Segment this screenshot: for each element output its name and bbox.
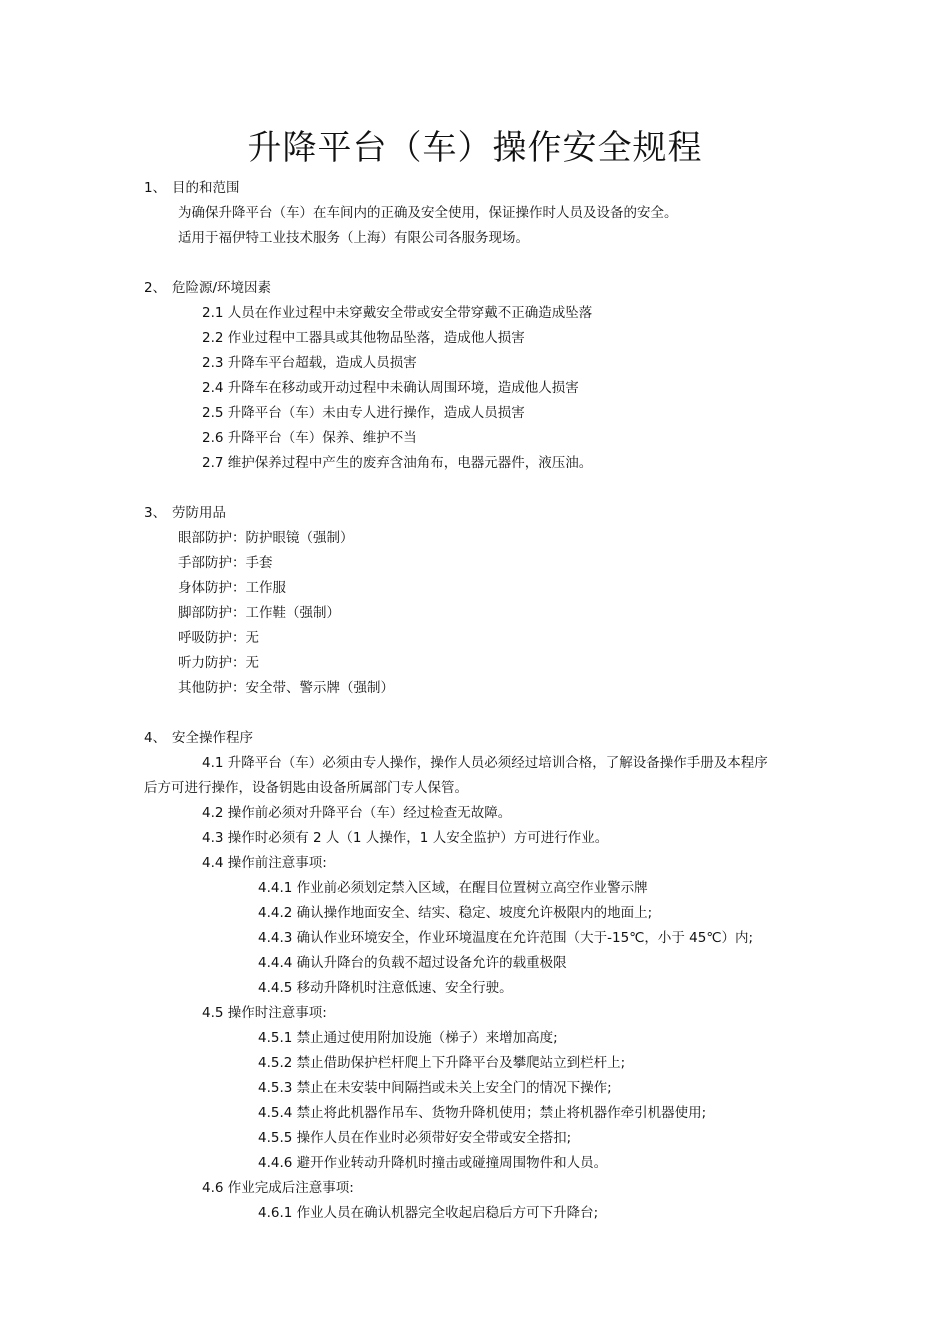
list-item: 4.5.2 禁止借助保护栏杆爬上下升降平台及攀爬站立到栏杆上; — [258, 1055, 626, 1071]
subsection-heading: 4.5 操作时注意事项: — [202, 1005, 327, 1021]
list-item: 4.5.3 禁止在未安装中间隔挡或未关上安全门的情况下操作; — [258, 1080, 612, 1096]
section-title: 安全操作程序 — [172, 730, 253, 746]
section-4-heading — [144, 726, 814, 751]
section-3-heading — [144, 501, 814, 526]
section-title: 目的和范围 — [172, 180, 240, 196]
document-body — [144, 176, 814, 1226]
section-title: 危险源/环境因素 — [172, 280, 272, 296]
list-item: 其他防护：安全带、警示牌（强制） — [178, 680, 394, 696]
section-2-heading — [144, 276, 814, 301]
section-number: 2、 — [144, 280, 167, 296]
list-item: 2.6 升降平台（车）保养、维护不当 — [202, 430, 417, 446]
section-number: 1、 — [144, 180, 167, 196]
section-number: 4、 — [144, 730, 167, 746]
list-item: 4.4.3 确认作业环境安全，作业环境温度在允许范围（大于-15℃，小于 45℃）内; — [258, 930, 754, 946]
list-item: 脚部防护：工作鞋（强制） — [178, 605, 340, 621]
list-item: 4.4.2 确认操作地面安全、结实、稳定、坡度允许极限内的地面上; — [258, 905, 653, 921]
list-item: 4.5.1 禁止通过使用附加设施（梯子）来增加高度; — [258, 1030, 558, 1046]
section-number: 3、 — [144, 505, 167, 521]
list-item: 呼吸防护：无 — [178, 630, 259, 646]
list-item: 4.5.4 禁止将此机器作吊车、货物升降机使用；禁止将机器作牵引机器使用; — [258, 1105, 707, 1121]
list-item: 4.6.1 作业人员在确认机器完全收起启稳后方可下升降台; — [258, 1205, 599, 1221]
paragraph: 为确保升降平台（车）在车间内的正确及安全使用，保证操作时人员及设备的安全。 — [178, 205, 678, 221]
list-item: 眼部防护：防护眼镜（强制） — [178, 530, 354, 546]
spacer — [144, 251, 814, 276]
list-item: 4.4.5 移动升降机时注意低速、安全行驶。 — [258, 980, 513, 996]
list-item: 身体防护：工作服 — [178, 580, 286, 596]
section-1-heading — [144, 176, 814, 201]
subsection-heading: 4.4 操作前注意事项: — [202, 855, 327, 871]
list-item: 4.4.6 避开作业转动升降机时撞击或碰撞周围物件和人员。 — [258, 1155, 608, 1171]
spacer — [144, 476, 814, 501]
list-item: 2.4 升降车在移动或开动过程中未确认周围环境，造成他人损害 — [202, 380, 579, 396]
list-item: 4.5.5 操作人员在作业时必须带好安全带或安全搭扣; — [258, 1130, 572, 1146]
list-item: 4.4.4 确认升降台的负载不超过设备允许的载重极限 — [258, 955, 567, 971]
list-item: 4.4.1 作业前必须划定禁入区域，在醒目位置树立高空作业警示牌 — [258, 880, 648, 896]
paragraph: 4.2 操作前必须对升降平台（车）经过检查无故障。 — [202, 805, 512, 821]
subsection-heading: 4.6 作业完成后注意事项: — [202, 1180, 354, 1196]
paragraph: 4.3 操作时必须有 2 人（1 人操作，1 人安全监护）方可进行作业。 — [202, 830, 609, 846]
paragraph: 适用于福伊特工业技术服务（上海）有限公司各服务现场。 — [178, 230, 529, 246]
paragraph: 4.1 升降平台（车）必须由专人操作，操作人员必须经过培训合格，了解设备操作手册及本程序 — [202, 755, 768, 771]
document-title: 升降平台（车）操作安全规程 — [247, 128, 703, 168]
list-item: 2.5 升降平台（车）未由专人进行操作，造成人员损害 — [202, 405, 525, 421]
list-item: 2.2 作业过程中工器具或其他物品坠落，造成他人损害 — [202, 330, 525, 346]
list-item: 2.3 升降车平台超载，造成人员损害 — [202, 355, 417, 371]
list-item: 手部防护：手套 — [178, 555, 273, 571]
paragraph-continuation: 后方可进行操作，设备钥匙由设备所属部门专人保管。 — [144, 780, 468, 796]
list-item: 听力防护：无 — [178, 655, 259, 671]
section-title: 劳防用品 — [172, 505, 226, 521]
list-item: 2.1 人员在作业过程中未穿戴安全带或安全带穿戴不正确造成坠落 — [202, 305, 593, 321]
spacer — [144, 701, 814, 726]
list-item: 2.7 维护保养过程中产生的废弃含油角布，电器元器件，液压油。 — [202, 455, 593, 471]
